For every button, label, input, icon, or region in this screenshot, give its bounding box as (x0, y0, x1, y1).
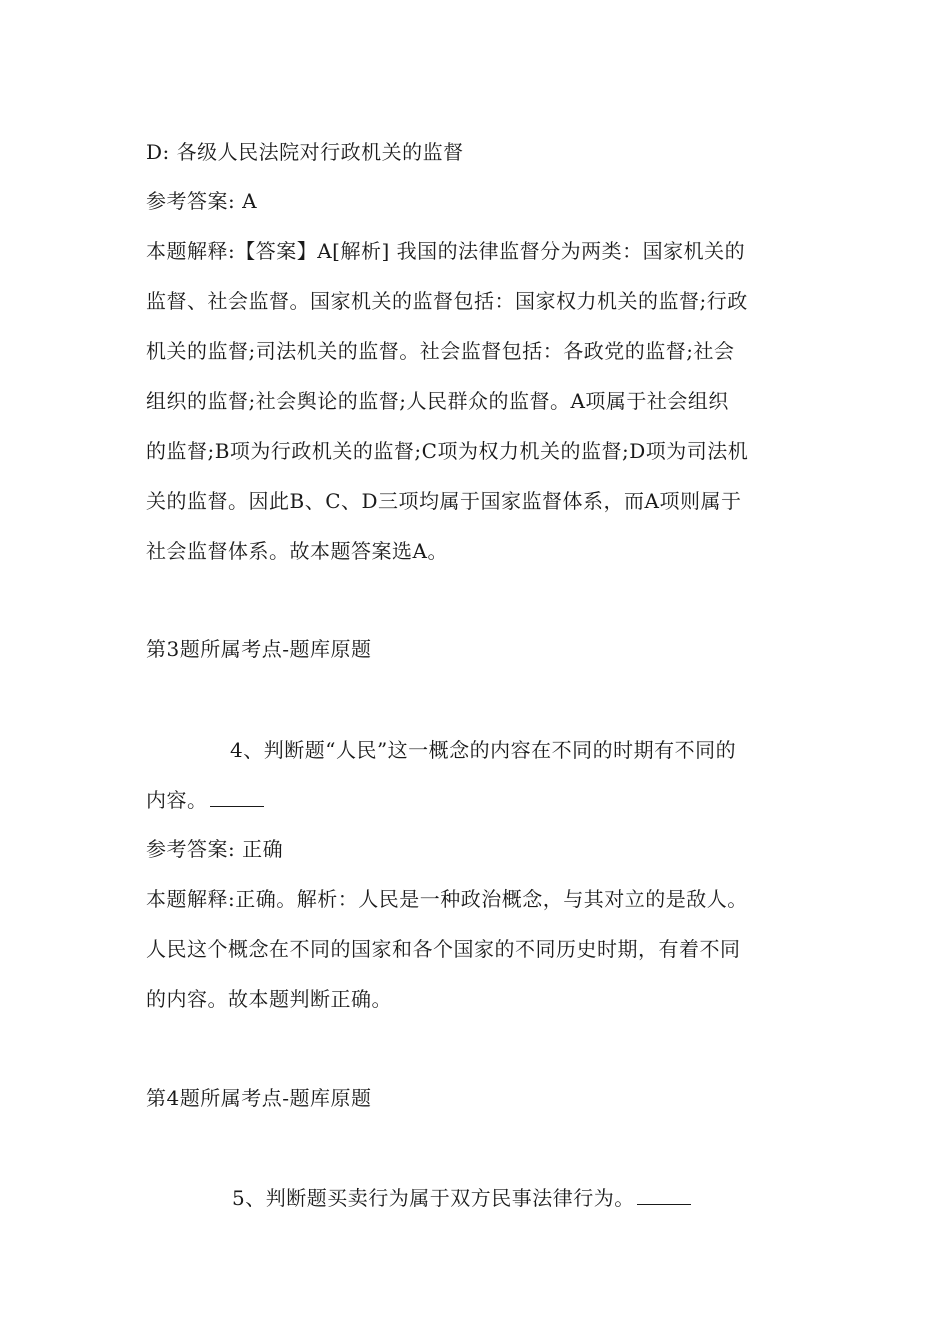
q5-question-line (232, 1185, 792, 1211)
q3-explanation-line: 监督、社会监督。国家机关的监督包括：国家权力机关的监督;行政 (146, 289, 748, 313)
q3-option-d: D: 各级人民法院对行政机关的监督 (146, 140, 464, 164)
q3-explanation-line: 社会监督体系。故本题答案选A。 (146, 539, 448, 563)
q3-explanation-line: 机关的监督;司法机关的监督。社会监督包括：各政党的监督;社会 (146, 339, 735, 363)
q4-answer: 参考答案: 正确 (146, 837, 284, 861)
q3-explanation-line: 关的监督。因此B、C、D三项均属于国家监督体系，而A项则属于 (146, 489, 742, 513)
q3-source: 第3题所属考点-题库原题 (146, 637, 372, 661)
q3-explanation-line: 本题解释:【答案】A[解析] 我国的法律监督分为两类：国家机关的 (146, 239, 746, 263)
q3-answer: 参考答案: A (146, 189, 258, 213)
q4-explanation-line: 本题解释:正确。解析：人民是一种政治概念，与其对立的是敌人。 (146, 887, 748, 911)
q4-source: 第4题所属考点-题库原题 (146, 1086, 372, 1110)
q3-explanation-line: 的监督;B项为行政机关的监督;C项为权力机关的监督;D项为司法机 (146, 439, 749, 463)
q3-explanation-line: 组织的监督;社会舆论的监督;人民群众的监督。A项属于社会组织 (146, 389, 729, 413)
q4-explanation-line: 的内容。故本题判断正确。 (146, 987, 392, 1011)
q4-question-line2 (146, 787, 806, 813)
q4-question-line1: 4、判断题“人民”这一概念的内容在不同的时期有不同的 (230, 738, 737, 762)
answer-blank (637, 1188, 691, 1205)
q5-question-text: 5、判断题买卖行为属于双方民事法律行为。 (232, 1186, 635, 1210)
q4-question-text: 内容。 (146, 788, 208, 812)
answer-blank (210, 790, 264, 807)
q4-explanation-line: 人民这个概念在不同的国家和各个国家的不同历史时期，有着不同 (146, 937, 741, 961)
